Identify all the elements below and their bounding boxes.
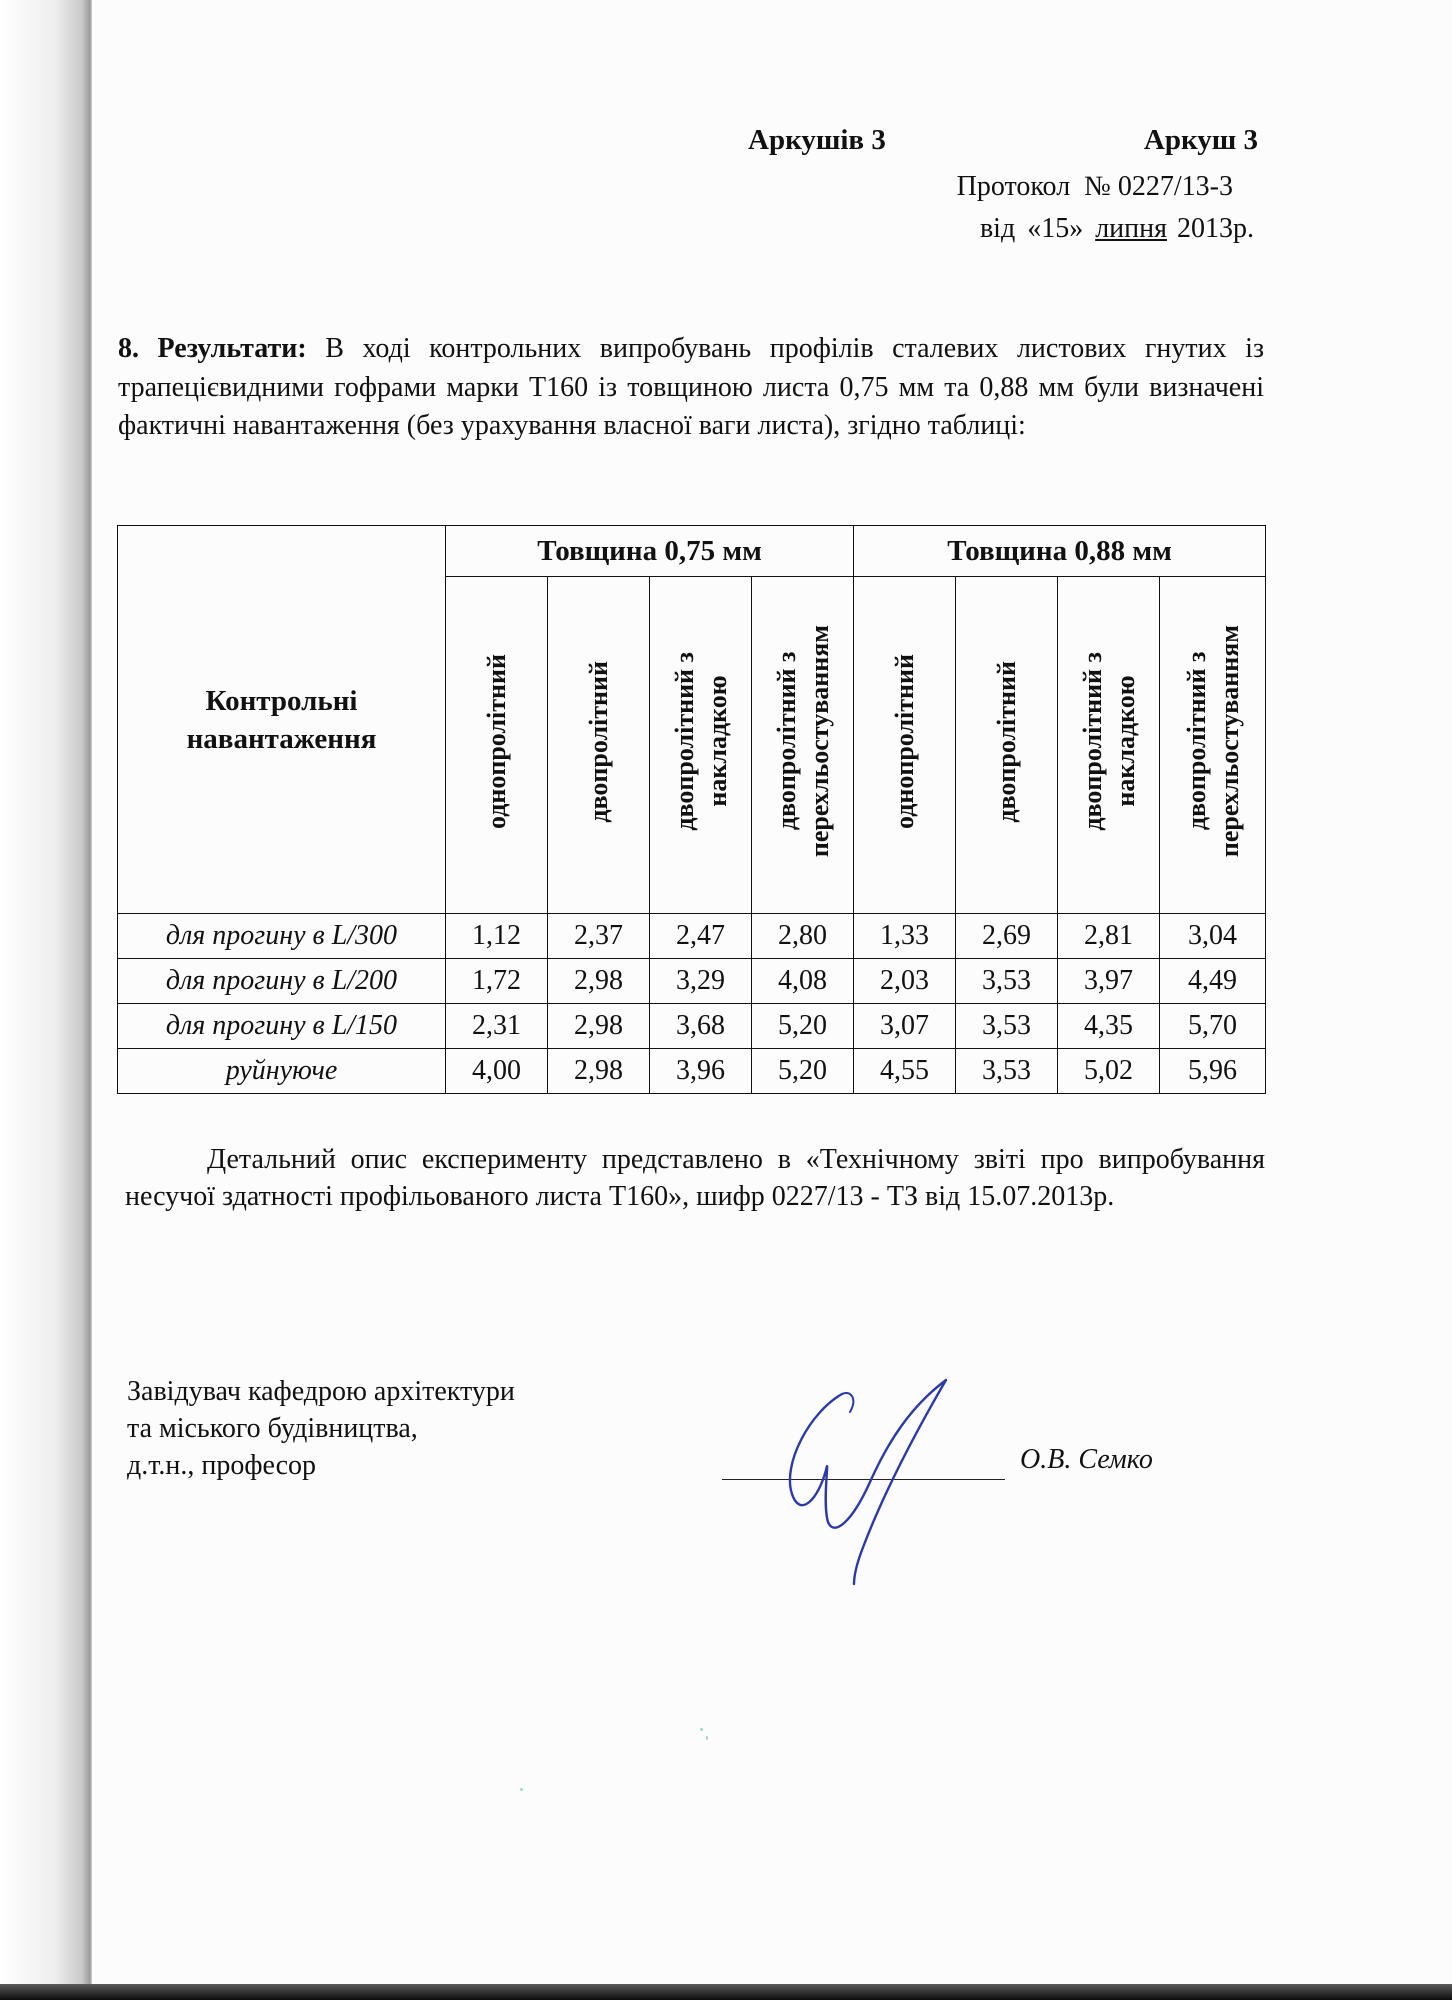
corner-header-line: Контрольні: [205, 684, 358, 717]
column-header-text: [888, 654, 921, 829]
table-body: [118, 914, 1266, 1094]
column-header-line: двопролітний з: [771, 652, 801, 831]
results-text: В ході контрольних випробувань профілів сталевих листових гнутих із трапецієвидними гофрами марки Т160 із товщиною листа 0,75 мм та 0,88 мм були визначені фактичні навантаження (без урахування власної ваги листа), згідно таблиці:: [118, 333, 1265, 441]
table-cell: 3,97: [1058, 959, 1160, 1004]
column-header-text: [990, 661, 1023, 823]
table-cell: 2,69: [956, 914, 1058, 959]
column-header-line: однопролітний: [890, 653, 920, 829]
column-header: [650, 577, 752, 914]
date-month: липня: [1095, 213, 1167, 244]
table-cell: 1,33: [854, 914, 956, 959]
table-cell: 2,98: [548, 1049, 650, 1094]
protocol-date: [957, 208, 1254, 250]
protocol-line: [957, 166, 1254, 208]
table-cell: 5,20: [752, 1004, 854, 1049]
signature-stroke: [790, 1380, 946, 1584]
page-binding-shadow: [0, 0, 92, 2000]
table-cell: 5,70: [1160, 1004, 1266, 1049]
table-cell: 3,04: [1160, 914, 1266, 959]
table-cell: 2,98: [548, 959, 650, 1004]
date-prefix: від: [979, 213, 1016, 244]
column-header-line: двопролітний з: [1181, 652, 1211, 831]
sheet-header: [748, 124, 1262, 154]
table-cell: 3,53: [956, 1004, 1058, 1049]
column-header-line: накладкою: [702, 675, 732, 808]
column-header-line: перехльостуванням: [1214, 625, 1244, 858]
table-cell: 1,72: [446, 959, 548, 1004]
column-header-text: [480, 654, 513, 829]
signatory-position: [127, 1373, 515, 1484]
column-header-line: однопролітний: [482, 653, 511, 829]
protocol-label: Протокол: [956, 171, 1071, 202]
table-cell: 3,96: [650, 1049, 752, 1094]
results-table: [117, 525, 1266, 1094]
table-row: [118, 1004, 1266, 1049]
column-header-text: [770, 625, 836, 857]
table-row: [118, 959, 1266, 1004]
column-header-line: двопролітний: [584, 660, 613, 823]
row-label: руйнуюче: [118, 1049, 446, 1094]
table-cell: 3,53: [956, 1049, 1058, 1094]
table-cell: 3,68: [650, 1004, 752, 1049]
date-day: «15»: [1027, 213, 1084, 244]
row-label: для прогину в L/150: [118, 1004, 446, 1049]
sheets-total: Аркушів 3: [748, 124, 886, 156]
protocol-number: № 0227/13-3: [1084, 171, 1233, 202]
row-label: для прогину в L/300: [118, 914, 446, 959]
column-header: [548, 577, 650, 914]
table-cell: 2,81: [1058, 914, 1160, 959]
table-cell: 3,07: [854, 1004, 956, 1049]
protocol-info: [957, 166, 1254, 250]
results-heading: 8. Результати:: [118, 333, 307, 364]
table-cell: 4,55: [854, 1049, 956, 1094]
table-cell: 5,20: [752, 1049, 854, 1094]
column-header-text: [668, 652, 734, 831]
table-cell: 5,96: [1160, 1049, 1266, 1094]
table-cell: 5,02: [1058, 1049, 1160, 1094]
group-header-088: Товщина 0,88 мм: [854, 526, 1266, 577]
table-cell: 3,53: [956, 959, 1058, 1004]
table-cell: 3,29: [650, 959, 752, 1004]
column-header: [956, 577, 1058, 914]
table-cell: 4,08: [752, 959, 854, 1004]
table-cell: 4,35: [1058, 1004, 1160, 1049]
table-cell: 4,49: [1160, 959, 1266, 1004]
table-row: [118, 914, 1266, 959]
column-header: [752, 577, 854, 914]
signature-stroke: [842, 1393, 853, 1412]
table-cell: 2,80: [752, 914, 854, 959]
column-header-line: двопролітний з: [1077, 652, 1107, 831]
group-header-075: Товщина 0,75 мм: [446, 526, 854, 577]
table-cell: 4,00: [446, 1049, 548, 1094]
sheet-number: Аркуш 3: [1143, 124, 1258, 156]
corner-header-line: навантаження: [186, 722, 377, 755]
column-header-text: [1180, 625, 1246, 857]
table-row: [118, 1049, 1266, 1094]
scan-speck: [706, 1736, 708, 1740]
signer-name: О.В. Семко: [1020, 1444, 1153, 1475]
column-header-line: двопролітний з: [669, 652, 699, 831]
experiment-description: Детальний опис експерименту представлено в «Технічному звіті про випробування несучої здатності профільованого листа Т160», шифр 0227/13 - ТЗ від 15.07.2013р.: [125, 1144, 1265, 1212]
position-line: д.т.н., професор: [127, 1450, 317, 1481]
date-year: 2013р.: [1177, 213, 1254, 244]
column-header-text: [582, 661, 615, 823]
corner-header: [118, 526, 446, 914]
table-cell: 2,31: [446, 1004, 548, 1049]
scan-speck: [520, 1788, 523, 1791]
column-header: [1160, 577, 1266, 914]
column-header-text: [1076, 652, 1142, 831]
column-header-line: накладкою: [1110, 675, 1140, 808]
column-header-line: перехльостуванням: [804, 625, 834, 858]
column-header: [1058, 577, 1160, 914]
column-header: [854, 577, 956, 914]
table-group-row: [118, 526, 1266, 577]
results-intro: [118, 330, 1264, 446]
position-line: Завідувач кафедрою архітектури: [127, 1376, 515, 1407]
table-cell: 2,03: [854, 959, 956, 1004]
table-cell: 1,12: [446, 914, 548, 959]
scan-bottom-edge: [0, 1984, 1452, 2000]
handwritten-signature: [770, 1372, 970, 1592]
column-header: [446, 577, 548, 914]
row-label: для прогину в L/200: [118, 959, 446, 1004]
table-cell: 2,47: [650, 914, 752, 959]
table-cell: 2,37: [548, 914, 650, 959]
table-cell: 2,98: [548, 1004, 650, 1049]
column-header-line: двопролітний: [992, 660, 1022, 823]
position-line: та міського будівництва,: [127, 1413, 418, 1444]
scan-speck: [700, 1728, 703, 1731]
